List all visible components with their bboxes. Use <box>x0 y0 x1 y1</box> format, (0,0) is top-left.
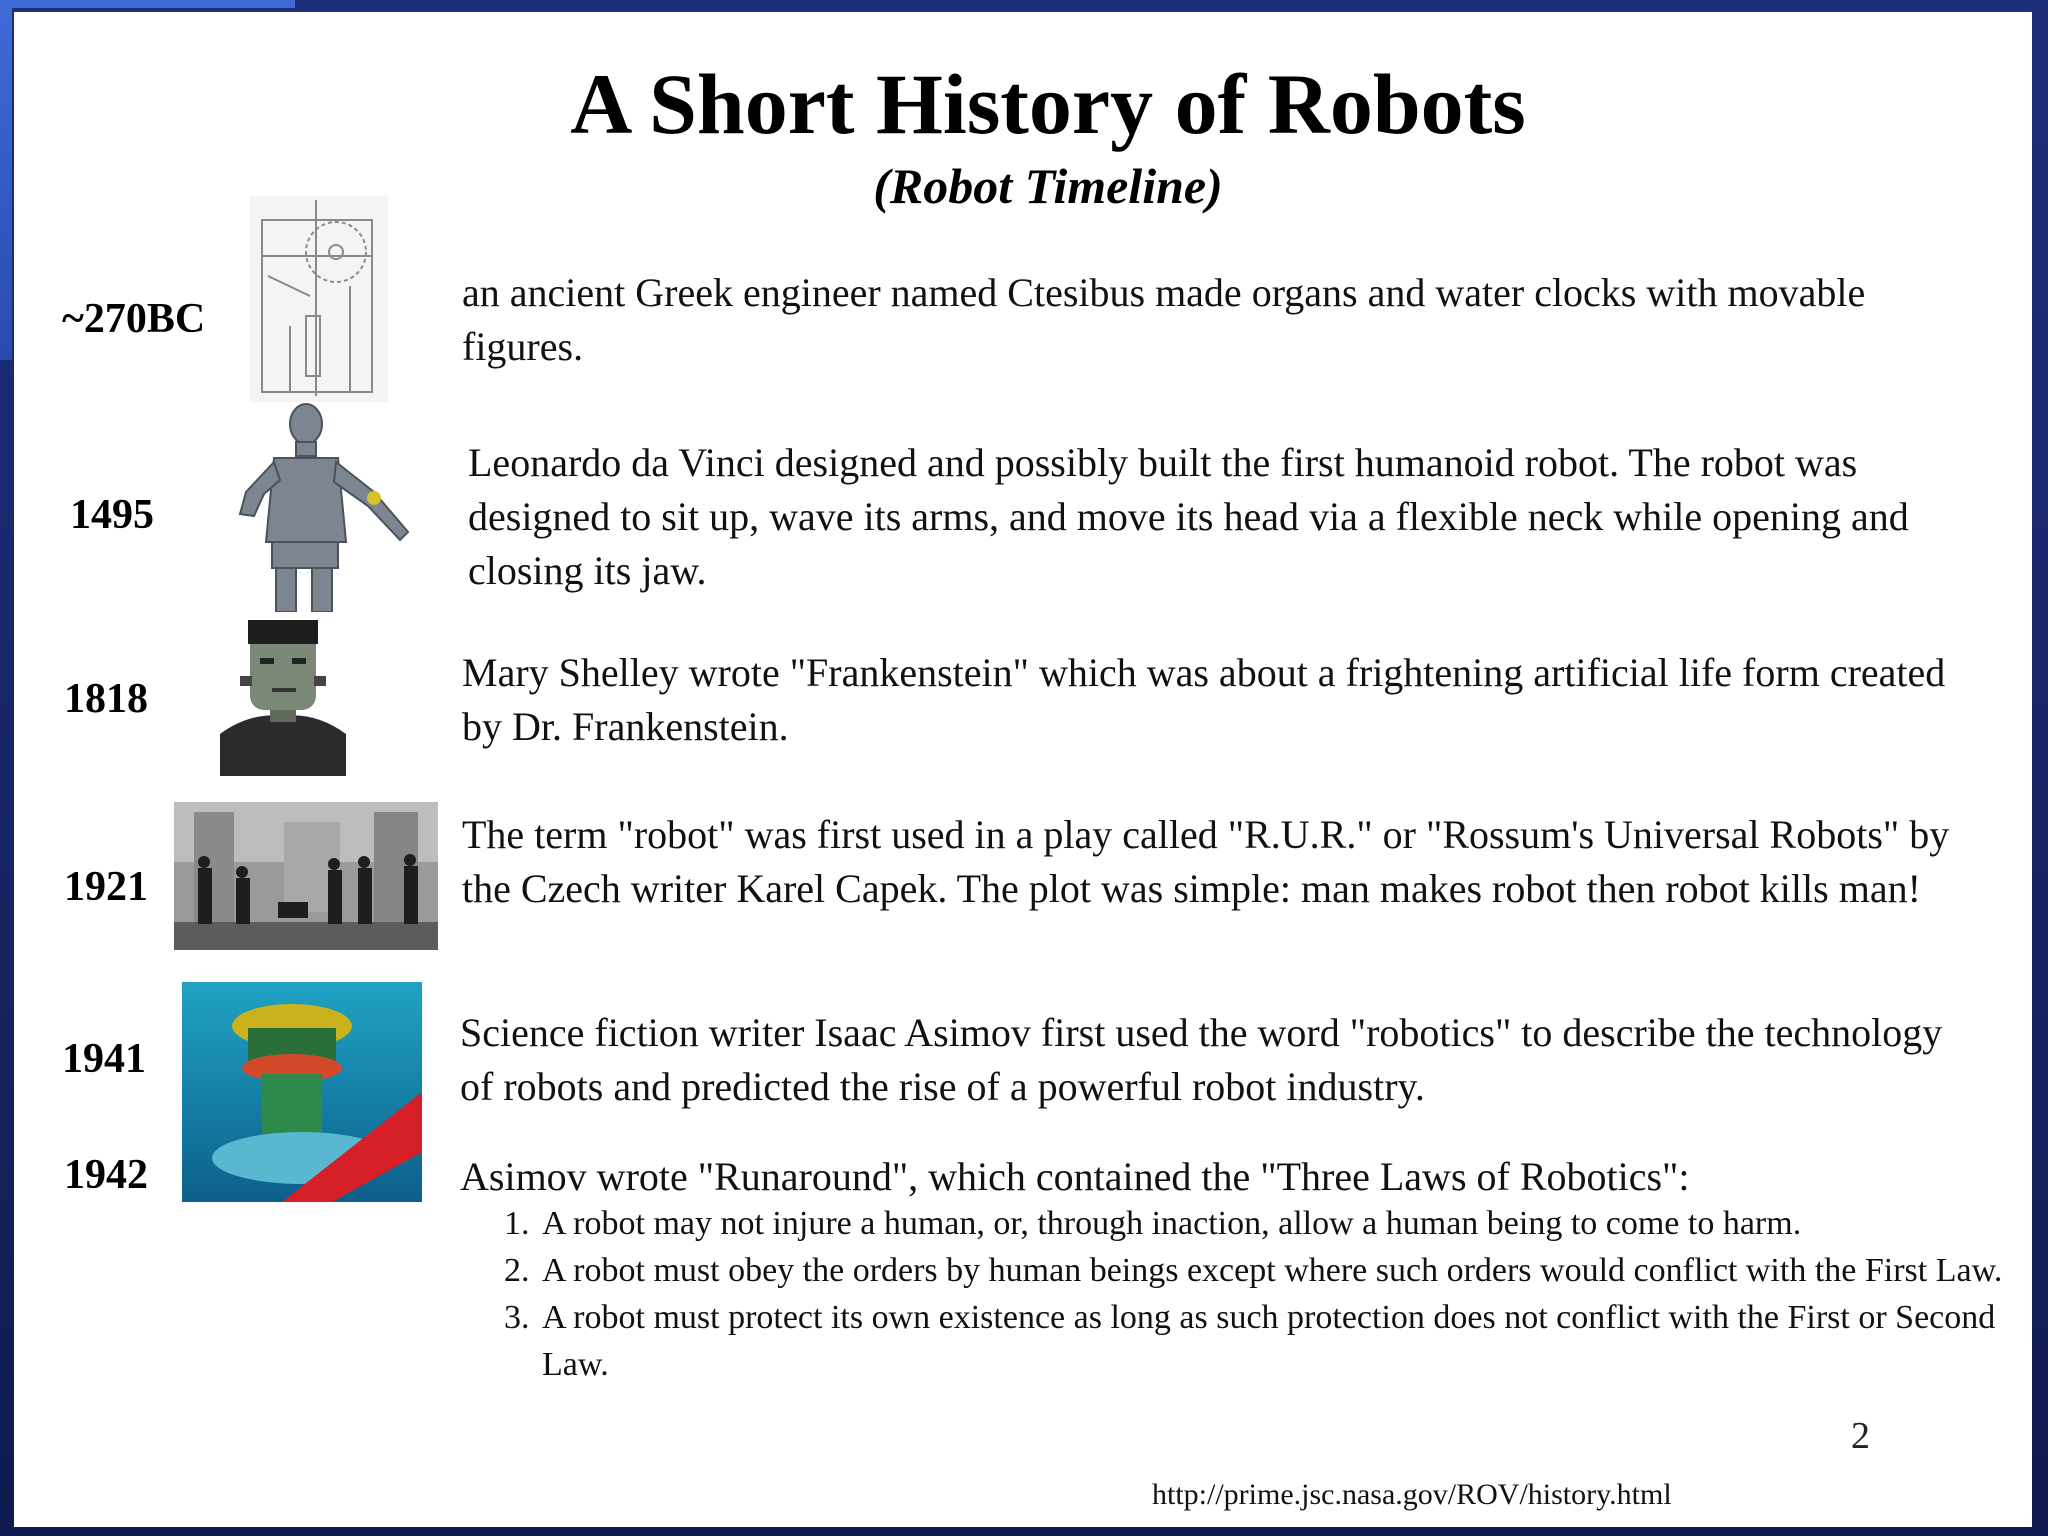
year-270bc: ~270BC <box>62 296 206 342</box>
law-item: 1. A robot may not injure a human, or, through inaction, allow a human being to come to harm. <box>538 1200 2028 1247</box>
leonardo-robot-image <box>224 402 424 612</box>
frame-accent-bar <box>0 0 295 8</box>
year-1495: 1495 <box>70 492 154 538</box>
year-1942: 1942 <box>64 1152 148 1198</box>
description-1818: Mary Shelley wrote "Frankenstein" which was about a frightening artificial life form created by Dr. Frankenstein. <box>462 650 1946 749</box>
frame-accent-side <box>0 0 12 360</box>
description-1921: The term "robot" was first used in a play called "R.U.R." or "Rossum's Universal Robots" by the Czech writer Karel Capek. The plot was simple: man makes robot then robot kills man! <box>462 812 1950 911</box>
source-url: http://prime.jsc.nasa.gov/ROV/history.html <box>1152 1478 1672 1511</box>
description-1941: Science fiction writer Isaac Asimov first used the word "robotics" to describe the technology of robots and predicted the rise of a powerful robot industry. <box>460 1010 1943 1109</box>
description-1495: Leonardo da Vinci designed and possibly built the first humanoid robot. The robot was designed to sit up, wave its arms, and move its head via a flexible neck while opening and closing its jaw. <box>468 440 1909 593</box>
rur-play-image <box>174 802 438 950</box>
water-clock-image <box>250 196 388 402</box>
year-1921: 1921 <box>64 864 148 910</box>
law-item: 3. A robot must protect its own existence as long as such protection does not conflict with the First or Second Law. <box>538 1294 2028 1388</box>
law-item: 2. A robot must obey the orders by human beings except where such orders would conflict with the First Law. <box>538 1247 2028 1294</box>
slide <box>14 12 2032 1527</box>
three-laws-list <box>494 1200 2028 1388</box>
page-number: 2 <box>1851 1415 1870 1457</box>
year-1941: 1941 <box>62 1036 146 1082</box>
year-1818: 1818 <box>64 676 148 722</box>
description-1942: Asimov wrote "Runaround", which contained the "Three Laws of Robotics": <box>460 1154 1690 1199</box>
asimov-book-cover-image <box>182 982 422 1202</box>
slide-title: A Short History of Robots <box>570 56 1526 152</box>
slide-subtitle: (Robot Timeline) <box>873 158 1223 214</box>
description-270bc: an ancient Greek engineer named Ctesibus made organs and water clocks with movable figures. <box>462 270 1866 369</box>
frankenstein-image <box>220 616 346 776</box>
